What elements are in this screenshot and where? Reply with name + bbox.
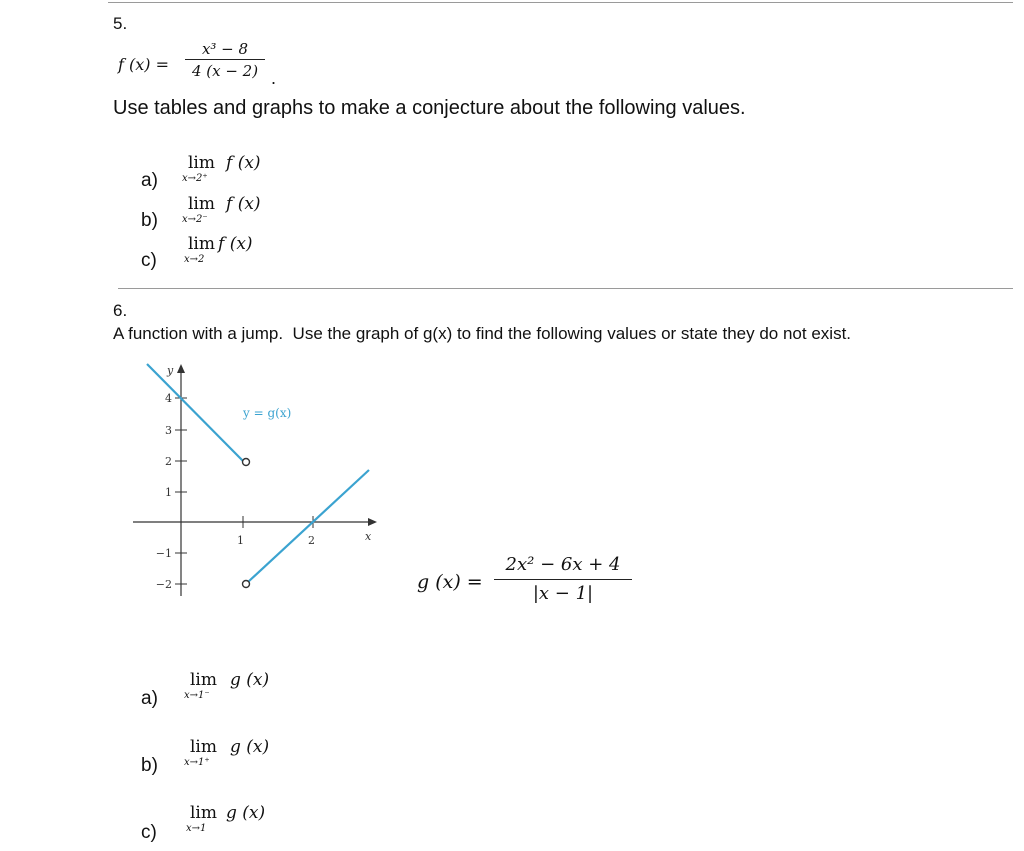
lim-subscript: x→1 xyxy=(186,823,207,834)
lim-word: lim xyxy=(188,234,215,254)
lim-word: lim xyxy=(188,153,215,173)
y-tick-label: 1 xyxy=(165,486,172,499)
g-left-branch xyxy=(147,364,243,461)
y-tick-label: 2 xyxy=(165,455,172,468)
g-graph xyxy=(125,358,395,603)
problem-5-item-b-limit xyxy=(182,194,261,225)
open-circle-right xyxy=(243,581,250,588)
y-axis-label: y xyxy=(167,364,174,377)
problem-6-numerator: 2x² − 6x + 4 xyxy=(505,554,621,575)
x-tick-label: 1 xyxy=(237,534,244,547)
problem-5-fraction xyxy=(185,40,265,80)
problem-5-item-a-label: a) xyxy=(141,170,158,191)
problem-5-function-lhs: f (x) = xyxy=(118,55,170,74)
problem-6-item-b-limit xyxy=(184,737,270,768)
problem-5-instruction: Use tables and graphs to make a conjecture about the following values. xyxy=(113,97,746,119)
problem-6-instruction: A function with a jump. Use the graph of g(x) to find the following values or state they do not exist. xyxy=(113,324,852,343)
y-tick-label: −1 xyxy=(155,547,172,560)
open-circle-left xyxy=(243,459,250,466)
lim-expression: g (x) xyxy=(226,803,266,823)
problem-6-function-lhs: g (x) = xyxy=(417,571,483,593)
lim-subscript: x→2⁻ xyxy=(182,214,208,225)
lim-subscript: x→1⁺ xyxy=(184,757,210,768)
problem-5-number: 5. xyxy=(113,14,128,33)
lim-subscript: x→2 xyxy=(184,254,205,265)
lim-expression: f (x) xyxy=(226,153,261,173)
y-tick-label: −2 xyxy=(155,578,172,591)
problem-6-number: 6. xyxy=(113,301,128,320)
problem-5-denominator: 4 (x − 2) xyxy=(191,62,259,80)
problem-5-item-c-limit xyxy=(184,234,253,265)
problem-5-numerator: x³ − 8 xyxy=(201,40,249,58)
lim-word: lim xyxy=(188,194,215,214)
y-axis-arrow xyxy=(177,364,185,373)
x-axis-arrow xyxy=(368,518,377,526)
top-divider xyxy=(108,2,1013,3)
curve-label: y = g(x) xyxy=(243,406,292,420)
problem-6-fraction xyxy=(494,554,632,604)
x-tick-label: 2 xyxy=(308,534,315,547)
problem-6-item-a-label: a) xyxy=(141,688,158,709)
lim-subscript: x→2⁺ xyxy=(182,173,208,184)
lim-expression: f (x) xyxy=(218,234,253,254)
lim-subscript: x→1⁻ xyxy=(184,690,210,701)
problem-5-item-b-label: b) xyxy=(141,210,158,231)
section-divider xyxy=(118,288,1013,289)
x-axis-label: x xyxy=(365,530,372,543)
g-right-branch xyxy=(248,470,369,582)
lim-word: lim xyxy=(190,670,217,690)
lim-expression: f (x) xyxy=(226,194,261,214)
problem-6-item-b-label: b) xyxy=(141,755,158,776)
problem-5-item-a-limit xyxy=(182,153,261,184)
problem-6-item-c-limit xyxy=(186,803,266,834)
problem-5-period: . xyxy=(271,68,277,88)
problem-6-item-a-limit xyxy=(184,670,270,701)
y-tick-label: 4 xyxy=(165,392,172,405)
problem-6-denominator: |x − 1| xyxy=(532,583,594,604)
lim-expression: g (x) xyxy=(230,670,270,690)
lim-word: lim xyxy=(190,803,217,823)
problem-6-item-c-label: c) xyxy=(141,822,157,843)
problem-5-item-c-label: c) xyxy=(141,250,157,271)
lim-word: lim xyxy=(190,737,217,757)
y-tick-label: 3 xyxy=(165,424,172,437)
lim-expression: g (x) xyxy=(230,737,270,757)
